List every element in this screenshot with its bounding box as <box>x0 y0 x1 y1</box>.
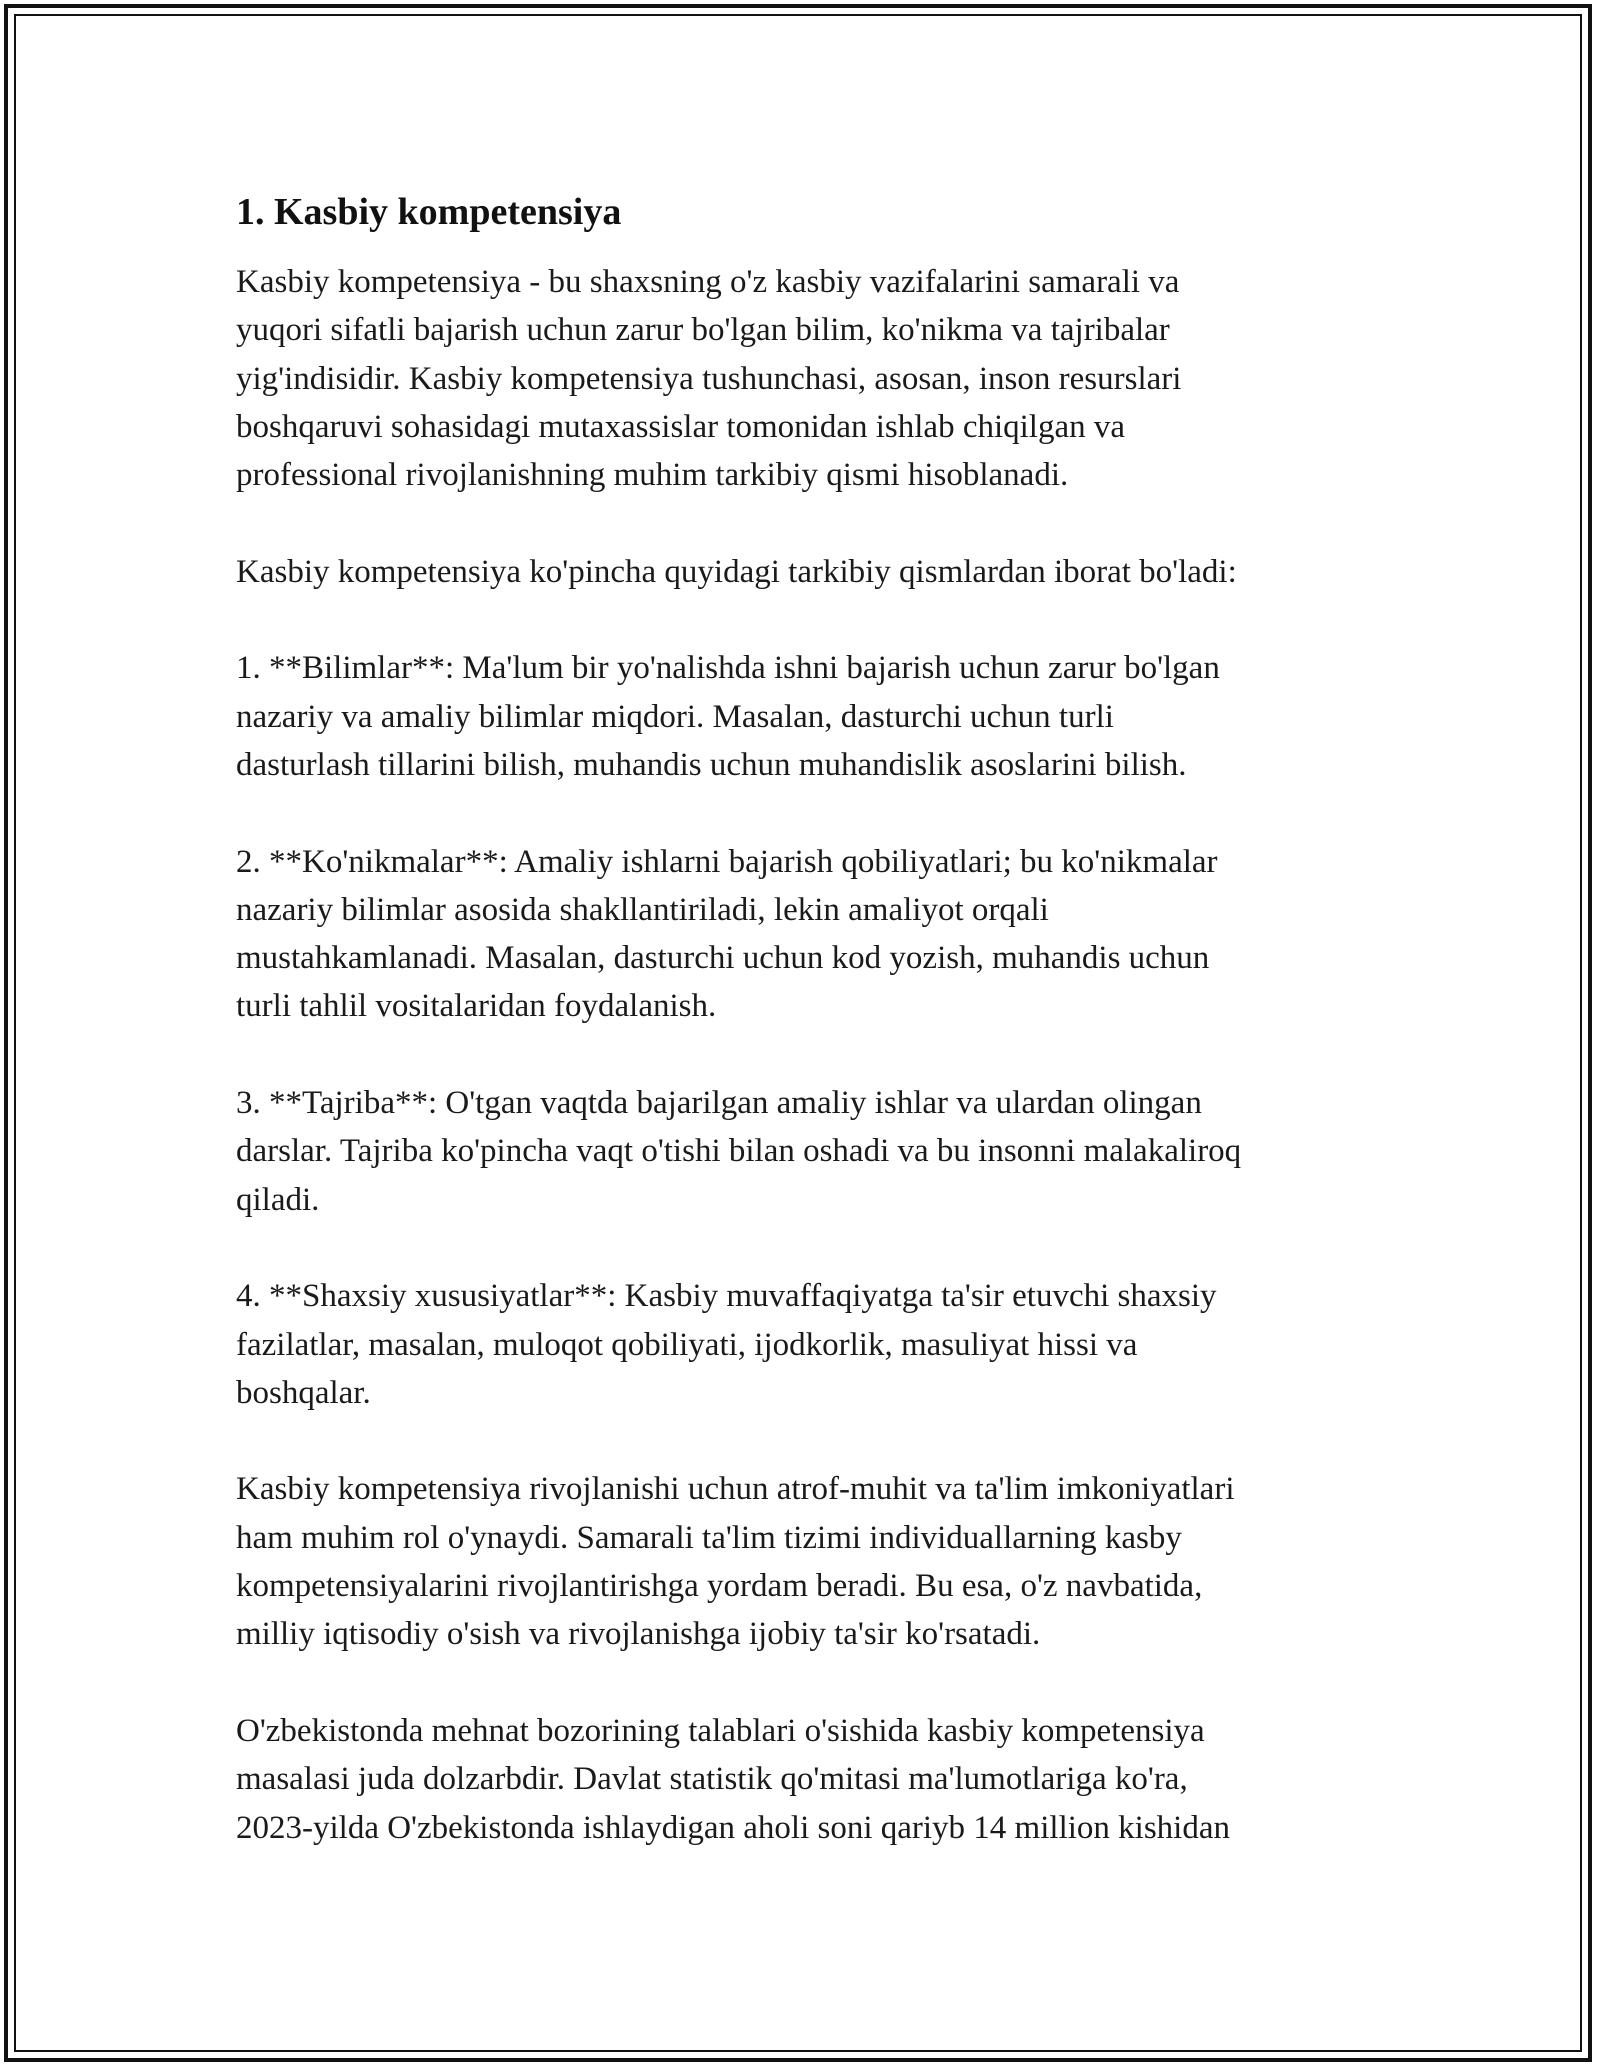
section-heading: 1. Kasbiy kompetensiya <box>236 191 622 233</box>
text-line: milliy iqtisodiy o'sish va rivojlanishga ijobiy ta'sir ko'rsatadi. <box>236 1616 1041 1653</box>
text-line: 2023-yilda O'zbekistonda ishlaydigan aholi soni qariyb 14 million kishidan <box>236 1809 1230 1846</box>
text-line: 4. **Shaxsiy xususiyatlar**: Kasbiy muvaffaqiyatga ta'sir etuvchi shaxsiy <box>236 1278 1217 1315</box>
text-line: masalasi juda dolzarbdir. Davlat statistik qo'mitasi ma'lumotlariga ko'ra, <box>236 1761 1188 1798</box>
text-line: yig'indisidir. Kasbiy kompetensiya tushunchasi, asosan, inson resurslari <box>236 360 1182 397</box>
text-line: yuqori sifatli bajarish uchun zarur bo'lgan bilim, ko'nikma va tajribalar <box>236 312 1170 349</box>
text-line: ham muhim rol o'ynaydi. Samarali ta'lim tizimi individuallarning kasby <box>236 1519 1182 1556</box>
text-line: dasturlash tillarini bilish, muhandis uchun muhandislik asoslarini bilish. <box>236 746 1187 783</box>
text-line: 1. **Bilimlar**: Ma'lum bir yo'nalishda ishni bajarish uchun zarur bo'lgan <box>236 650 1220 687</box>
text-line: Kasbiy kompetensiya rivojlanishi uchun atrof-muhit va ta'lim imkoniyatlari <box>236 1471 1235 1508</box>
text-line: O'zbekistonda mehnat bozorining talablari o'sishida kasbiy kompetensiya <box>236 1712 1205 1749</box>
text-line: mustahkamlanadi. Masalan, dasturchi uchun kod yozish, muhandis uchun <box>236 940 1210 977</box>
list-item-knowledge <box>236 644 1386 789</box>
text-line: boshqaruvi sohasidagi mutaxassislar tomonidan ishlab chiqilgan va <box>236 408 1126 445</box>
text-line: Kasbiy kompetensiya ko'pincha quyidagi tarkibiy qismlardan iborat bo'ladi: <box>236 553 1237 590</box>
text-line: kompetensiyalarini rivojlantirishga yordam beradi. Bu esa, o'z navbatida, <box>236 1568 1203 1605</box>
text-line: professional rivojlanishning muhim tarkibiy qismi hisoblanadi. <box>236 457 1069 494</box>
paragraph-components-intro <box>236 548 1386 596</box>
text-line: fazilatlar, masalan, muloqot qobiliyati, ijodkorlik, masuliyat hissi va <box>236 1326 1138 1363</box>
text-line: nazariy va amaliy bilimlar miqdori. Masalan, dasturchi uchun turli <box>236 698 1114 735</box>
document-body <box>236 188 1386 1900</box>
list-item-experience <box>236 1079 1386 1224</box>
paragraph-environment <box>236 1465 1386 1658</box>
list-item-skills <box>236 838 1386 1031</box>
text-line: 2. **Ko'nikmalar**: Amaliy ishlarni bajarish qobiliyatlari; bu ko'nikmalar <box>236 843 1218 880</box>
text-line: darslar. Tajriba ko'pincha vaqt o'tishi bilan oshadi va bu insonni malakaliroq <box>236 1133 1242 1170</box>
text-line: Kasbiy kompetensiya - bu shaxsning o'z kasbiy vazifalarini samarali va <box>236 264 1180 300</box>
text-line: qiladi. <box>236 1181 320 1218</box>
text-line: turli tahlil vositalaridan foydalanish. <box>236 988 717 1025</box>
paragraph-uzbekistan <box>236 1707 1386 1852</box>
paragraph-intro <box>236 258 1386 499</box>
text-line: 3. **Tajriba**: O'tgan vaqtda bajarilgan amaliy ishlar va ulardan olingan <box>236 1085 1202 1122</box>
text-line: boshqalar. <box>236 1374 371 1411</box>
list-item-personal-traits <box>236 1272 1386 1417</box>
text-line: nazariy bilimlar asosida shakllantiriladi, lekin amaliyot orqali <box>236 891 1049 928</box>
